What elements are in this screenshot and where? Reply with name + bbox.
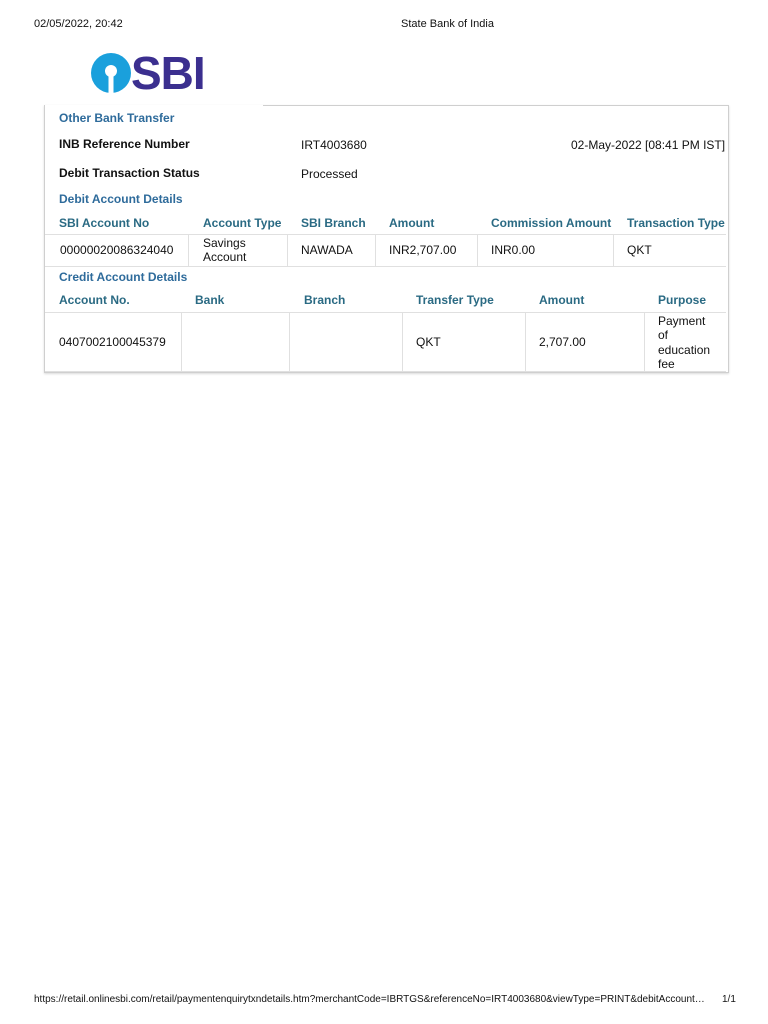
credit-amount: 2,707.00 — [539, 335, 586, 349]
credit-col-bank: Bank — [195, 293, 225, 307]
debit-account-type-line1: Savings — [203, 236, 246, 250]
credit-col-branch: Branch — [304, 293, 346, 307]
debit-cell-divider — [188, 234, 189, 266]
debit-branch: NAWADA — [301, 243, 353, 257]
footer-url: https://retail.onlinesbi.com/retail/paymentenquirytxndetails.htm?merchantCode=IBRTGS&referenceNo=IRT4003680&viewType=PRINT&debitAccount… — [34, 994, 705, 1005]
credit-cell-divider — [289, 312, 290, 371]
debit-amount: INR2,707.00 — [389, 243, 457, 257]
credit-account-details-title: Credit Account Details — [59, 270, 188, 284]
debit-col-commission-amount: Commission Amount — [491, 216, 612, 230]
sbi-keyhole-icon — [90, 52, 132, 94]
credit-transfer-type: QKT — [416, 335, 441, 349]
sbi-logo — [90, 47, 220, 99]
credit-cell-divider — [402, 312, 403, 371]
debit-status-value: Processed — [301, 167, 358, 181]
panel-top-border — [263, 105, 728, 106]
credit-cell-divider — [644, 312, 645, 371]
credit-purpose-line2: of — [658, 328, 669, 342]
credit-col-purpose: Purpose — [658, 293, 707, 307]
print-page-title: State Bank of India — [401, 18, 494, 30]
transaction-datetime: 02-May-2022 [08:41 PM IST] — [571, 138, 726, 152]
debit-status-label: Debit Transaction Status — [59, 166, 200, 180]
credit-cell-divider — [181, 312, 182, 371]
other-bank-transfer-title: Other Bank Transfer — [59, 111, 175, 125]
debit-transaction-type: QKT — [627, 243, 652, 257]
credit-cell-divider — [525, 312, 526, 371]
debit-col-sbi-account-no: SBI Account No — [59, 216, 150, 230]
debit-account-type-line2: Account — [203, 250, 247, 264]
debit-col-sbi-branch: SBI Branch — [301, 216, 366, 230]
credit-account-no: 0407002100045379 — [59, 335, 166, 349]
debit-col-amount: Amount — [389, 216, 435, 230]
print-datetime: 02/05/2022, 20:42 — [34, 18, 123, 30]
debit-cell-divider — [375, 234, 376, 266]
debit-account-no: 00000020086324040 — [60, 243, 174, 257]
debit-col-transaction-type: Transaction Type — [627, 216, 725, 230]
debit-col-account-type: Account Type — [203, 216, 282, 230]
footer-page-number: 1/1 — [722, 994, 736, 1005]
debit-account-details-title: Debit Account Details — [59, 192, 183, 206]
debit-cell-divider — [477, 234, 478, 266]
debit-cell-divider — [287, 234, 288, 266]
credit-col-transfer-type: Transfer Type — [416, 293, 494, 307]
sbi-logo-text: SBI — [131, 47, 205, 99]
inb-reference-label: INB Reference Number — [59, 137, 190, 151]
credit-col-account-no: Account No. — [59, 293, 130, 307]
debit-commission: INR0.00 — [491, 243, 536, 257]
credit-purpose-line1: Payment — [658, 314, 706, 328]
credit-purpose-line4: fee — [658, 357, 675, 371]
credit-col-amount: Amount — [539, 293, 585, 307]
inb-reference-value: IRT4003680 — [301, 138, 367, 152]
credit-purpose-line3: education — [658, 343, 711, 357]
debit-cell-divider — [613, 234, 614, 266]
